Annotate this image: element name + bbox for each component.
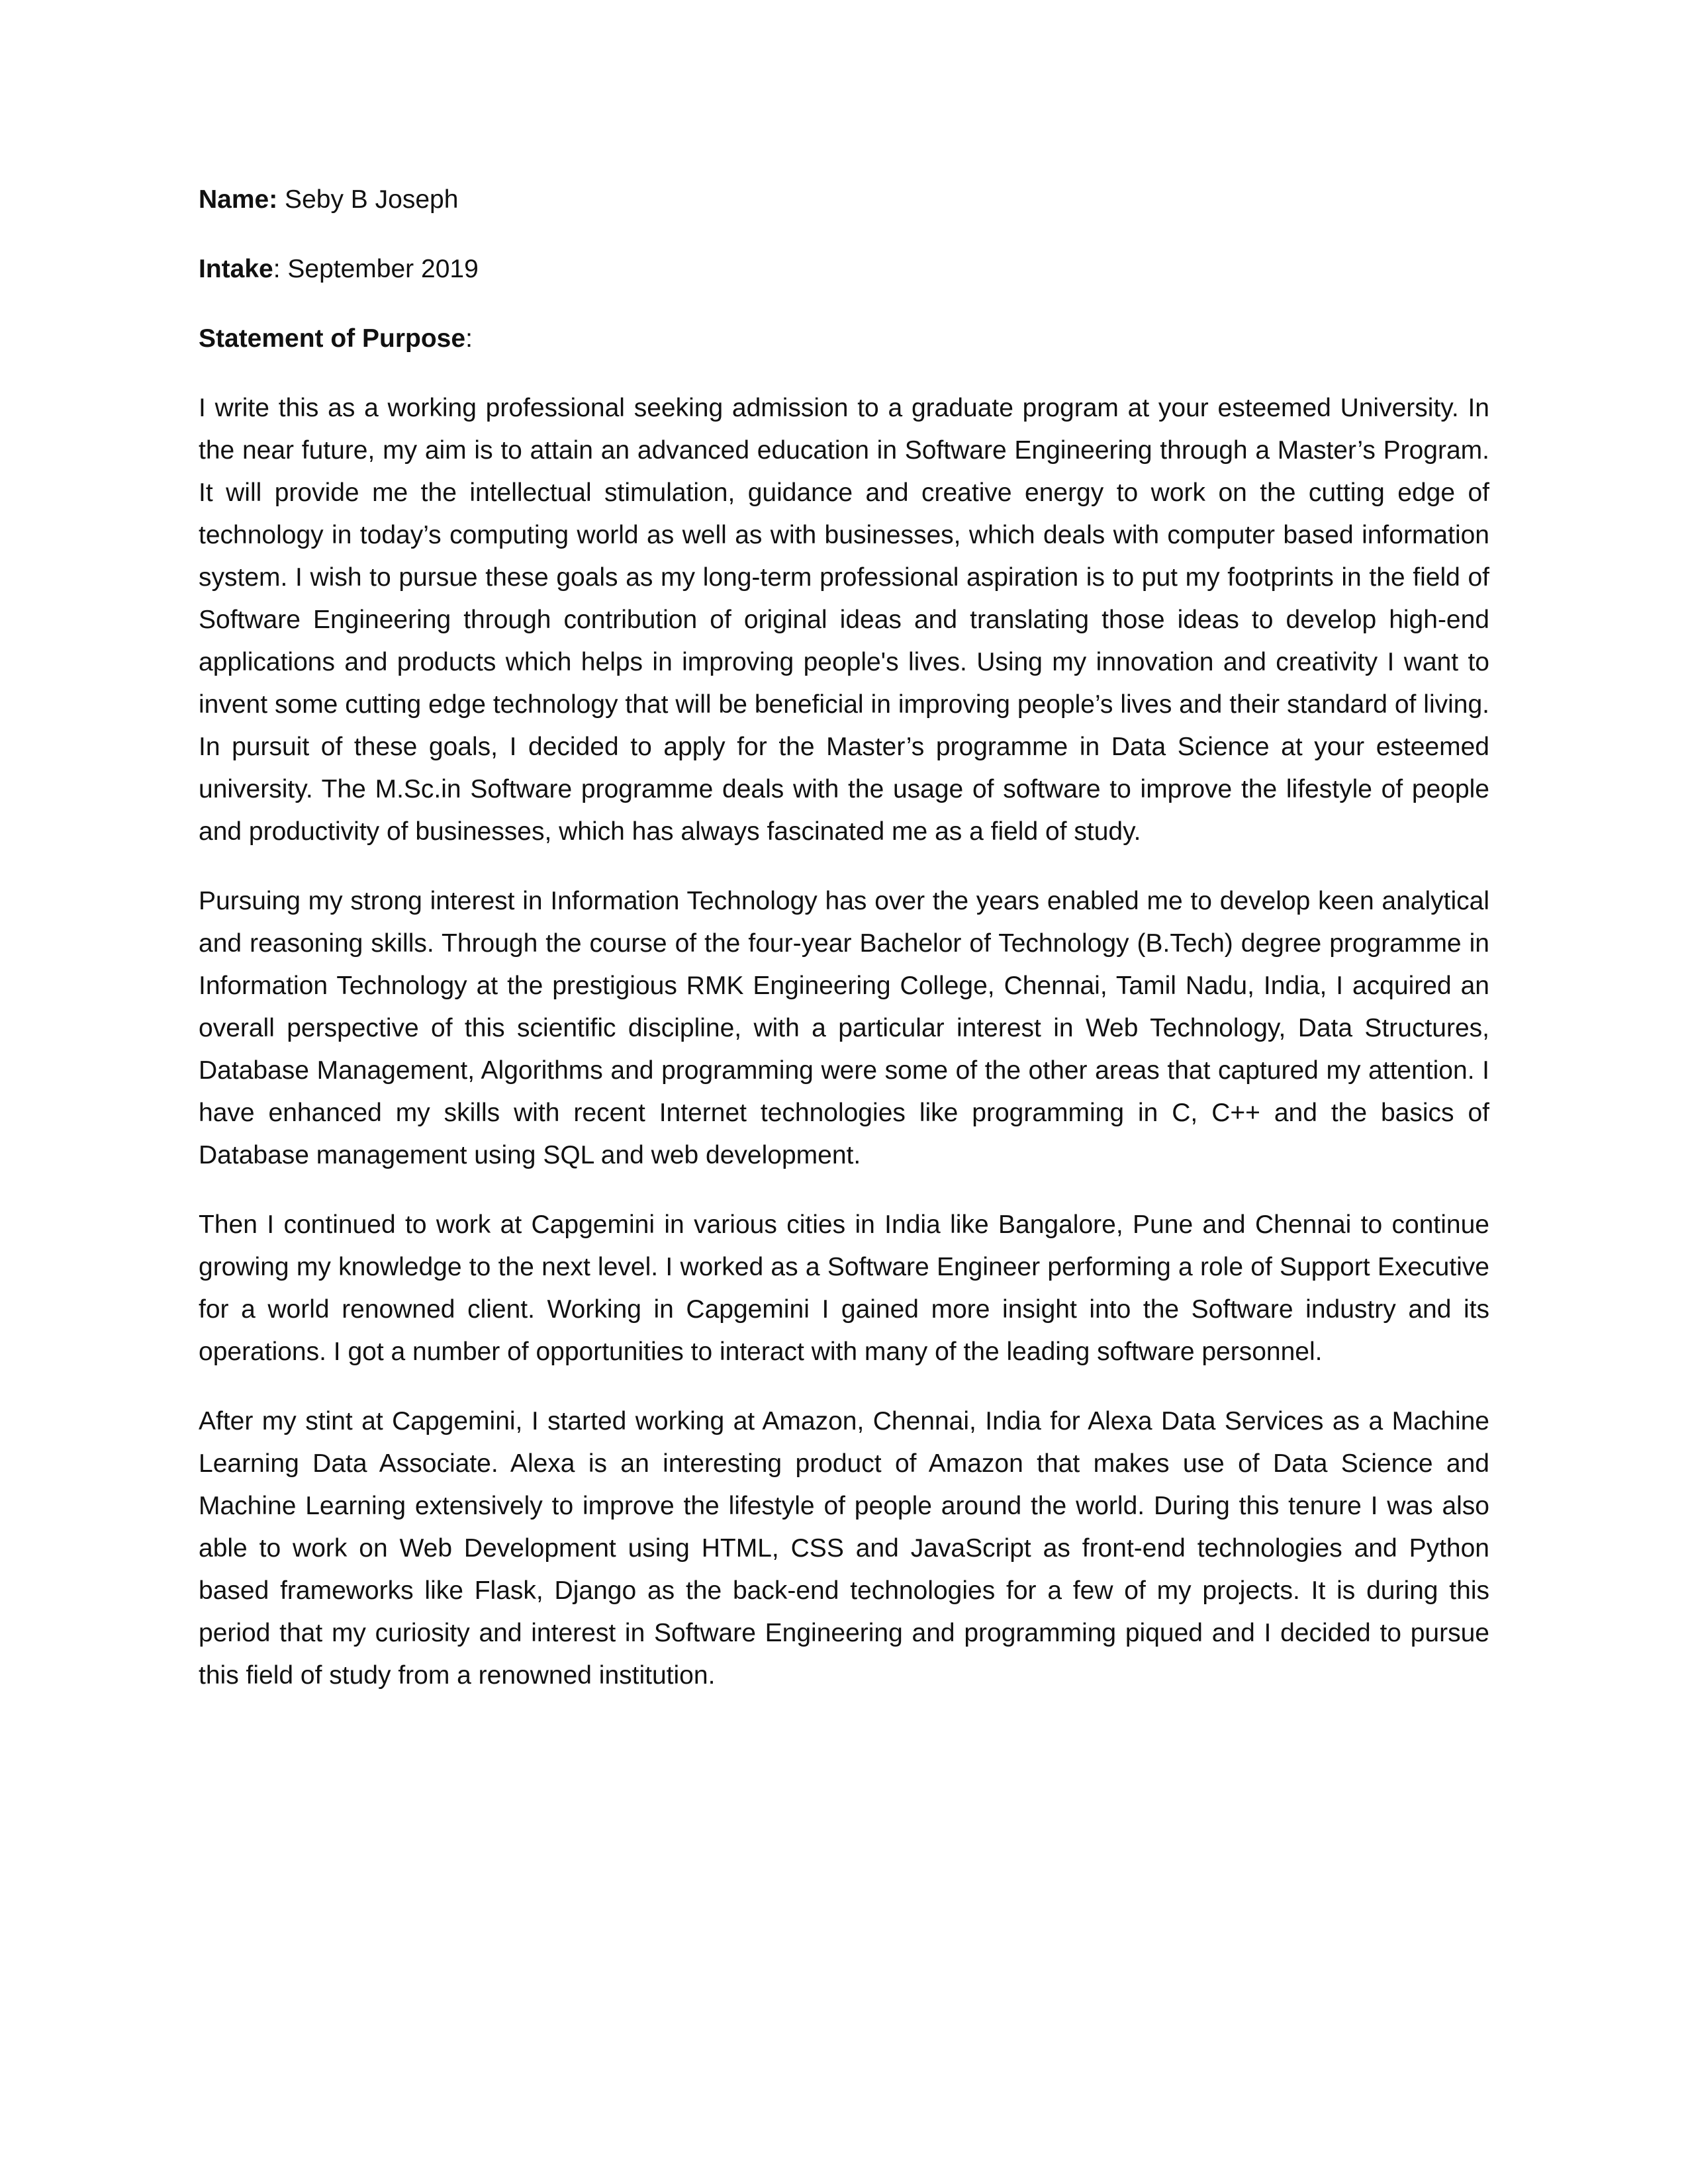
paragraph: After my stint at Capgemini, I started working at Amazon, Chennai, India for Alexa Data Services as a Machine Learning Data Associate. Alexa is an interesting product of Amazon that makes use of Data Science and Machine Learning extensively to improve the lifestyle of people around the world. During this tenure I was also able to work on Web Development using HTML, CSS and JavaScript as front-end technologies and Python based frameworks like Flask, Django as the back-end technologies for a few of my projects. It is during this period that my curiosity and interest in Software Engineering and programming piqued and I decided to pursue this field of study from a renowned institution. xyxy=(199,1407,1489,1690)
sop-heading xyxy=(199,318,1489,360)
name-value: Seby B Joseph xyxy=(277,185,459,214)
name-line xyxy=(199,179,1489,221)
paragraph: I write this as a working professional seeking admission to a graduate program at your esteemed University. In the near future, my aim is to attain an advanced education in Software Engineering through a Master’s Program. It will provide me the intellectual stimulation, guidance and creative energy to work on the cutting edge of technology in today’s computing world as well as with businesses, which deals with computer based information system. I wish to pursue these goals as my long-term professional aspiration is to put my footprints in the field of Software Engineering through contribution of original ideas and translating those ideas to develop high-end applications and products which helps in improving people's lives. Using my innovation and creativity I want to invent some cutting edge technology that will be beneficial in improving people’s lives and their standard of living. In pursuit of these goals, I decided to apply for the Master’s programme in Data Science at your esteemed university. The M.Sc.in Software programme deals with the usage of software to improve the lifestyle of people and productivity of businesses, which has always fascinated me as a field of study. xyxy=(199,394,1489,846)
sop-label: Statement of Purpose xyxy=(199,324,466,353)
intake-line xyxy=(199,248,1489,291)
paragraph: Then I continued to work at Capgemini in various cities in India like Bangalore, Pune and Chennai to continue growing my knowledge to the next level. I worked as a Software Engineer performing a role of Support Executive for a world renowned client. Working in Capgemini I gained more insight into the Software industry and its operations. I got a number of opportunities to interact with many of the leading software personnel. xyxy=(199,1210,1489,1366)
name-label: Name: xyxy=(199,185,278,214)
intake-value: : September 2019 xyxy=(273,255,479,283)
intake-label: Intake xyxy=(199,255,273,283)
sop-suffix: : xyxy=(465,324,473,353)
document-body xyxy=(199,179,1489,1724)
paragraph: Pursuing my strong interest in Information Technology has over the years enabled me to develop keen analytical and reasoning skills. Through the course of the four-year Bachelor of Technology (B.Tech) degree programme in Information Technology at the prestigious RMK Engineering College, Chennai, Tamil Nadu, India, I acquired an overall perspective of this scientific discipline, with a particular interest in Web Technology, Data Structures, Database Management, Algorithms and programming were some of the other areas that captured my attention. I have enhanced my skills with recent Internet technologies like programming in C, C++ and the basics of Database management using SQL and web development. xyxy=(199,887,1489,1169)
